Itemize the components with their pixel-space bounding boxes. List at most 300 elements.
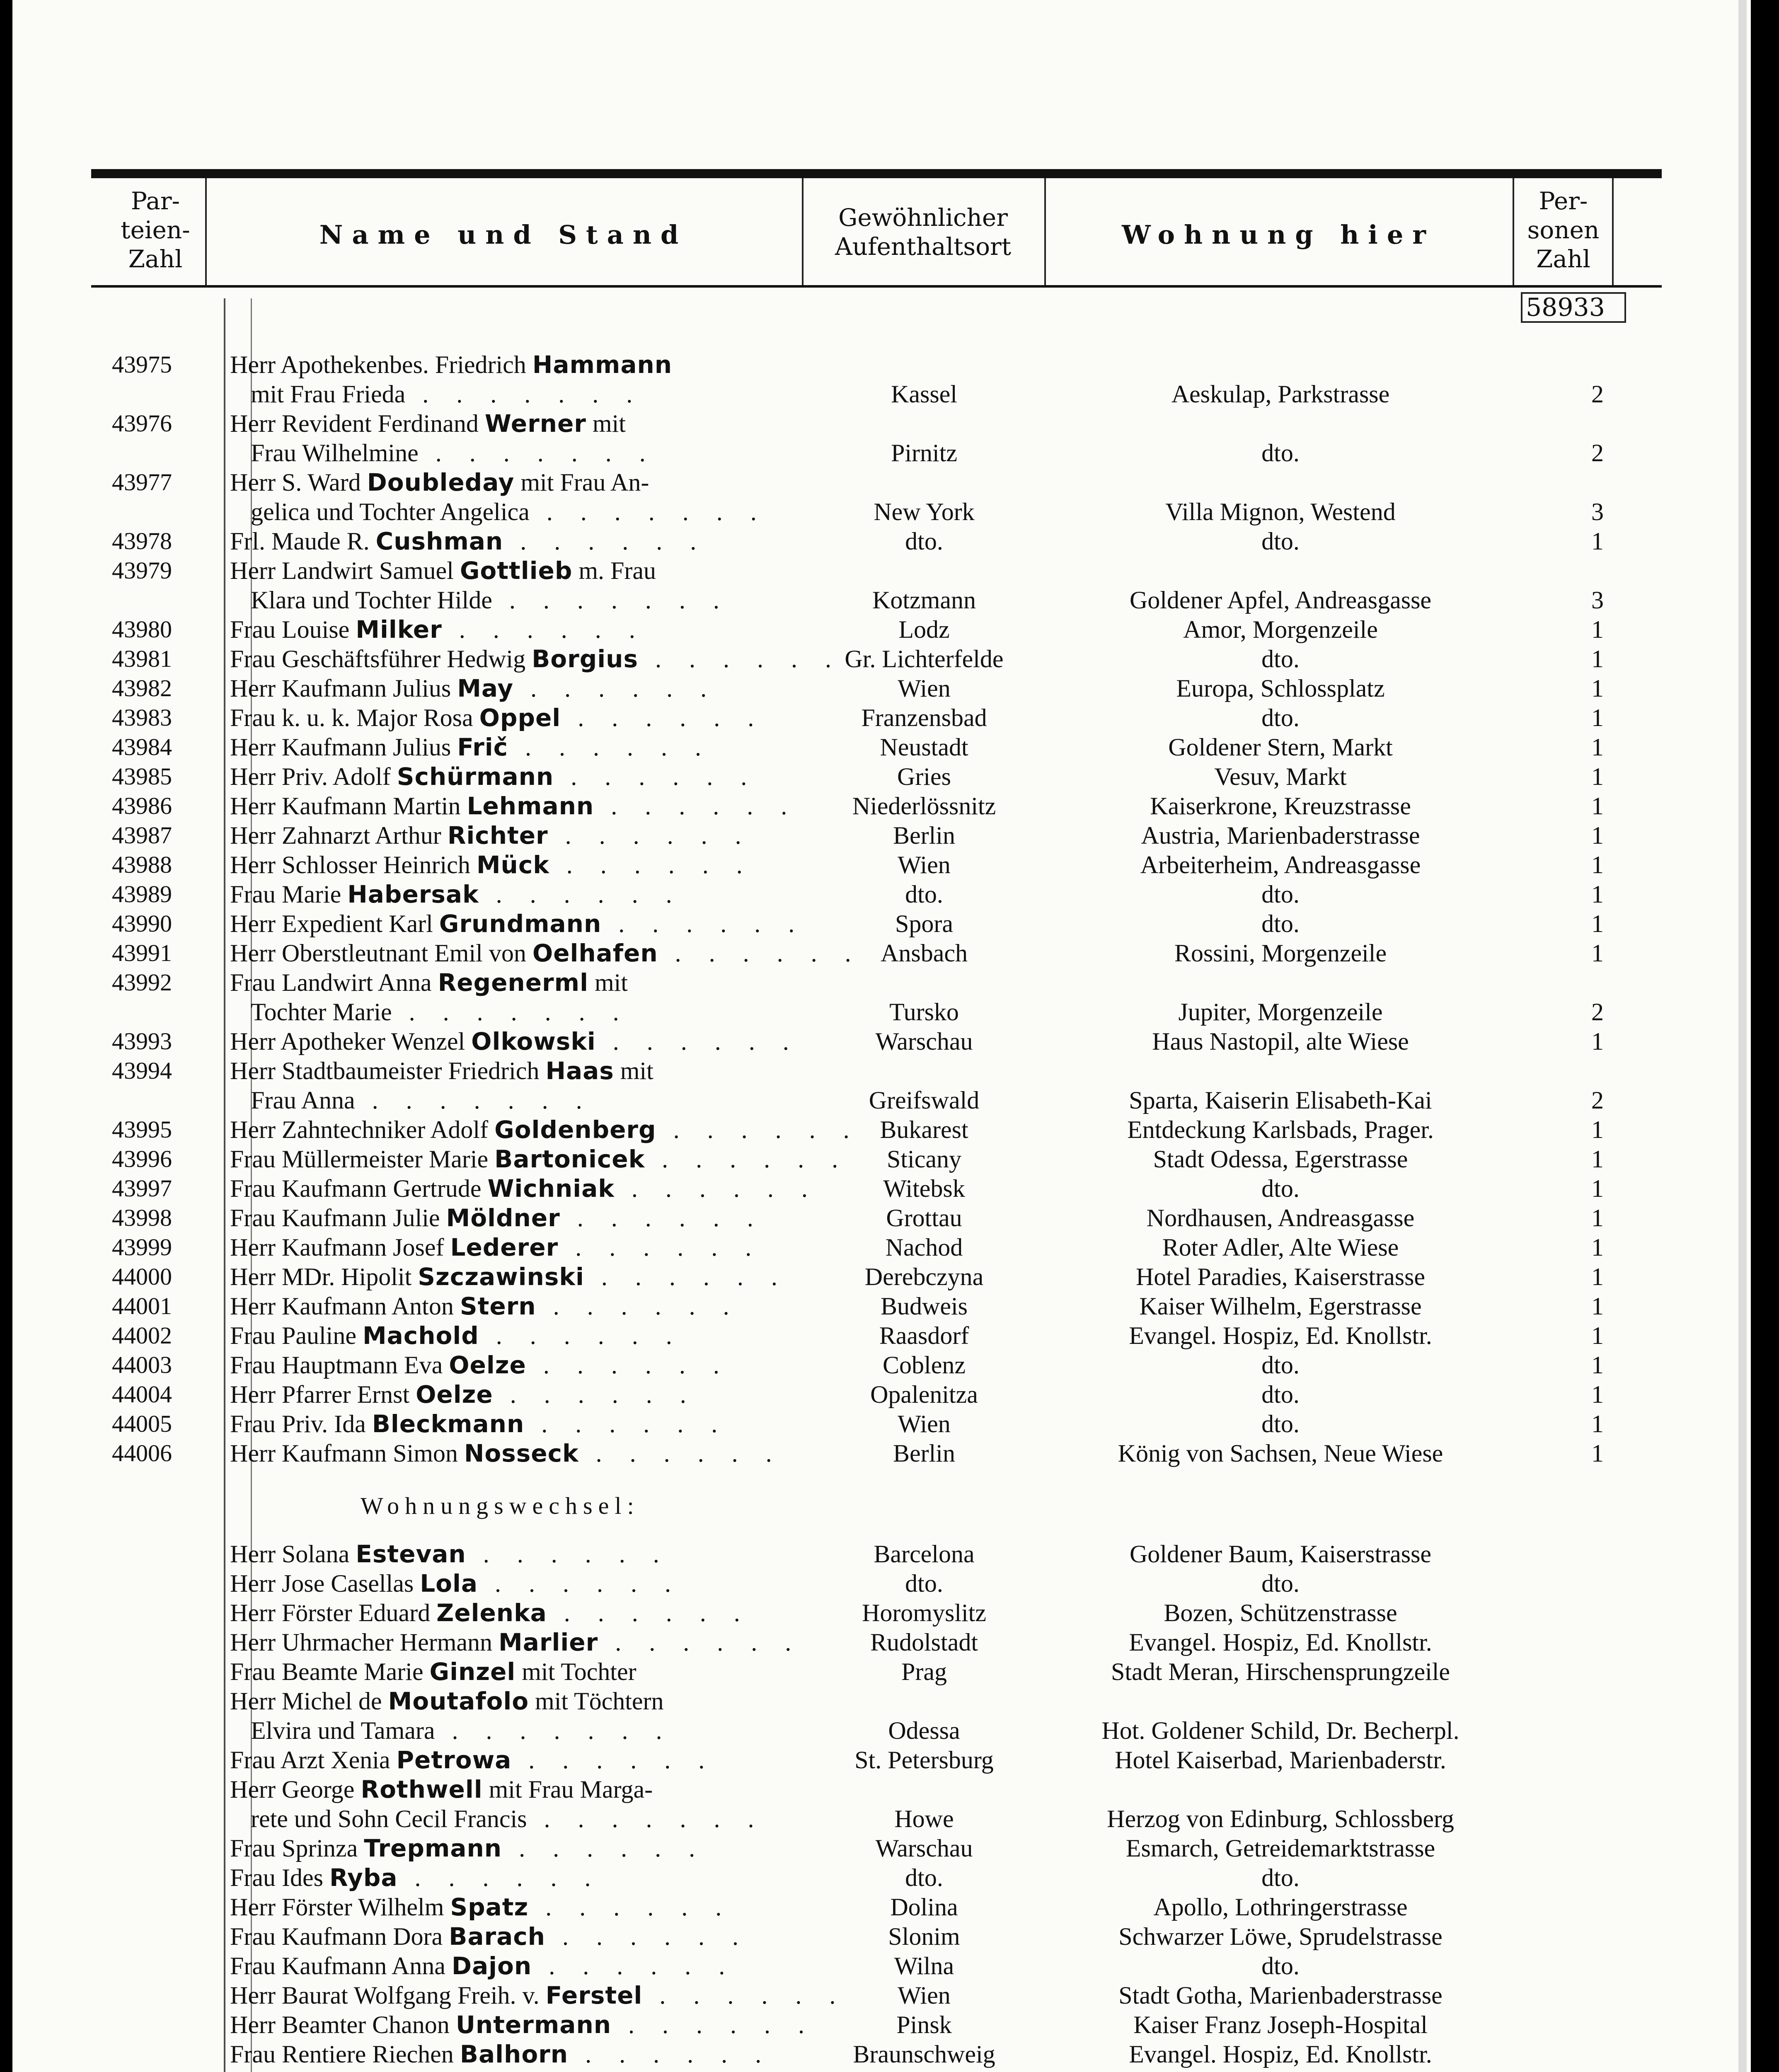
- name-prefix: Herr Förster Eduard: [230, 1599, 437, 1627]
- person-count: 1: [1591, 1175, 1604, 1202]
- surname: Richter: [447, 821, 548, 850]
- person-name-continuation: [230, 438, 823, 467]
- party-number: 44002: [112, 1322, 172, 1349]
- name-prefix: Frau Rentiere Riechen: [230, 2041, 460, 2068]
- person-name-continuation: [230, 380, 823, 409]
- person-name-line: [230, 1687, 802, 1716]
- person-count: 1: [1591, 1351, 1604, 1379]
- person-count: 1: [1591, 851, 1604, 879]
- surname: Oppel: [479, 704, 561, 732]
- residence-here: Nordhausen, Andreasgasse: [1146, 1204, 1415, 1232]
- leader-dots: . . . . . . .: [492, 586, 730, 614]
- person-name-line: [230, 2040, 802, 2069]
- surname: Goldenberg: [494, 1116, 656, 1144]
- name-suffix: mit: [586, 410, 626, 437]
- person-name-line: [230, 968, 802, 997]
- header-name-and-status: Name und Stand: [319, 220, 688, 250]
- name-suffix: mit Frau Marga-: [482, 1776, 653, 1803]
- usual-residence: Wilna: [894, 1952, 954, 1980]
- surname: Borgius: [532, 645, 638, 673]
- leader-dots: . . . . . .: [545, 1923, 749, 1950]
- name-prefix: Frau Pauline: [230, 1322, 363, 1349]
- column-divider: [1044, 178, 1046, 286]
- usual-residence: Prag: [901, 1658, 947, 1685]
- name-suffix: mit Frau An-: [514, 469, 649, 496]
- register-entry: [12, 792, 1751, 821]
- surname: Doubleday: [367, 468, 515, 496]
- register-entry: [12, 1321, 1751, 1351]
- name-prefix: Herr Schlosser Heinrich: [230, 851, 477, 879]
- name-prefix: Frau Ides: [230, 1864, 329, 1891]
- leader-dots: . . . . . .: [642, 1982, 847, 2009]
- name-suffix: mit: [614, 1057, 654, 1084]
- surname: Stern: [460, 1292, 536, 1320]
- surname: Petrowa: [396, 1746, 512, 1774]
- change-of-address-entry: [12, 1539, 1751, 1569]
- person-name-line: [230, 939, 862, 968]
- page-edge: [1738, 0, 1747, 2072]
- column-divider: [205, 178, 207, 286]
- name-prefix: Herr Apotheker Wenzel: [230, 1028, 472, 1055]
- residence-here: dto.: [1261, 528, 1300, 555]
- name-continuation-text: rete und Sohn Cecil Francis: [251, 1805, 527, 1832]
- name-prefix: Frau Kaufmann Anna: [230, 1952, 452, 1980]
- leader-dots: . . . . . .: [561, 704, 765, 731]
- usual-residence: Witebsk: [883, 1175, 965, 1202]
- register-entry: [12, 939, 1751, 968]
- surname: Regenerml: [438, 968, 588, 997]
- leader-dots: . . . . . .: [548, 822, 752, 849]
- register-entry: [12, 1380, 1751, 1409]
- person-name-line: [230, 1145, 849, 1174]
- surname: Frič: [457, 733, 508, 761]
- person-name-line: [230, 1262, 802, 1291]
- top-rule: [91, 169, 1662, 178]
- residence-here: Haus Nastopil, alte Wiese: [1152, 1028, 1409, 1055]
- leader-dots: . . . . . .: [611, 2011, 816, 2038]
- party-number: 43998: [112, 1204, 172, 1231]
- leader-dots: . . . . . .: [532, 1952, 736, 1980]
- name-prefix: Herr Zahntechniker Adolf: [230, 1116, 495, 1143]
- person-name-continuation: [230, 997, 823, 1026]
- surname: Werner: [484, 409, 586, 438]
- person-name-line: [230, 468, 802, 497]
- name-prefix: Herr Apothekenbes. Friedrich: [230, 351, 532, 378]
- person-count: 1: [1591, 1293, 1604, 1320]
- register-entry: [12, 880, 1751, 909]
- change-of-address-entry: [12, 1922, 1751, 1951]
- person-count: 1: [1591, 528, 1604, 555]
- name-prefix: Herr Zahnarzt Arthur: [230, 822, 448, 849]
- leader-dots: . . . . . .: [598, 1629, 802, 1656]
- person-name-line: [230, 1893, 802, 1922]
- person-count: 1: [1591, 1440, 1604, 1467]
- register-entry: [12, 1203, 1751, 1233]
- name-prefix: Herr Solana: [230, 1540, 356, 1568]
- change-of-address-entry: [12, 1863, 1751, 1893]
- usual-residence: Grottau: [886, 1204, 962, 1232]
- register-entry: [12, 968, 1751, 1027]
- leader-dots: . . . . . .: [558, 1234, 762, 1261]
- residence-here: Villa Mignon, Westend: [1165, 498, 1396, 525]
- name-prefix: Herr Kaufmann Julius: [230, 733, 457, 761]
- person-name-continuation: [230, 1804, 823, 1833]
- party-number: 43993: [112, 1028, 172, 1055]
- residence-here: dto.: [1261, 1175, 1300, 1202]
- change-of-address-entry: [12, 1775, 1751, 1834]
- person-name-line: [230, 1439, 802, 1468]
- leader-dots: . . . . . .: [594, 792, 798, 820]
- person-count: 1: [1591, 616, 1604, 643]
- change-of-address-entry: [12, 1598, 1751, 1628]
- person-count: 1: [1591, 1028, 1604, 1055]
- usual-residence: Raasdorf: [879, 1322, 969, 1349]
- person-count: 1: [1591, 1116, 1604, 1143]
- register-entry: [12, 556, 1751, 615]
- usual-residence: dto.: [905, 528, 943, 555]
- name-prefix: Herr Oberstleutnant Emil von: [230, 939, 532, 967]
- residence-here: Entdeckung Karlsbads, Prager.: [1127, 1116, 1434, 1143]
- party-number: 43992: [112, 969, 172, 996]
- party-number: 43977: [112, 469, 172, 496]
- register-entry: [12, 1027, 1751, 1056]
- name-prefix: Herr Kaufmann Anton: [230, 1293, 460, 1320]
- residence-here: Rossini, Morgenzeile: [1174, 939, 1387, 967]
- surname: Mück: [476, 851, 549, 879]
- leader-dots: . . . . . . .: [435, 1717, 673, 1744]
- person-name-line: [230, 1115, 860, 1144]
- usual-residence: Nachod: [885, 1234, 963, 1261]
- person-name-line: [230, 1380, 802, 1409]
- party-number: 43991: [112, 939, 172, 966]
- leader-dots: . . . . . .: [584, 1263, 788, 1290]
- residence-here: Evangel. Hospiz, Ed. Knollstr.: [1129, 1322, 1432, 1349]
- usual-residence: Kassel: [891, 380, 957, 408]
- name-continuation-text: mit Frau Frieda: [251, 380, 406, 408]
- surname: Oelhafen: [532, 939, 658, 967]
- usual-residence: dto.: [905, 1864, 943, 1891]
- person-count: 1: [1591, 704, 1604, 731]
- leader-dots: . . . . . . .: [418, 439, 656, 467]
- usual-residence: Opalenitza: [870, 1381, 978, 1408]
- person-count: 1: [1591, 1204, 1604, 1232]
- person-name-line: [230, 674, 802, 703]
- name-prefix: Herr Landwirt Samuel: [230, 557, 460, 584]
- residence-here: Jupiter, Morgenzeile: [1178, 998, 1383, 1026]
- surname: Ryba: [329, 1864, 398, 1892]
- surname: Gottlieb: [460, 557, 573, 585]
- name-prefix: Frau Sprinza: [230, 1835, 364, 1862]
- surname: Milker: [356, 615, 442, 644]
- register-page: [12, 0, 1751, 2072]
- surname: Bartonicek: [494, 1145, 645, 1173]
- person-name-line: [230, 1233, 802, 1262]
- person-name-line: [230, 527, 802, 556]
- leader-dots: . . . . . .: [502, 1835, 706, 1862]
- name-suffix: m. Frau: [572, 557, 656, 584]
- change-of-address-entry: [12, 2010, 1751, 2040]
- surname: Wichniak: [487, 1174, 615, 1203]
- name-prefix: Herr S. Ward: [230, 469, 367, 496]
- name-prefix: Herr Expedient Karl: [230, 910, 439, 937]
- person-count: 1: [1591, 1410, 1604, 1438]
- party-number: 43976: [112, 410, 172, 437]
- person-name-line: [230, 733, 802, 762]
- leader-dots: . . . . . .: [560, 1204, 764, 1232]
- person-name-line: [230, 1321, 802, 1350]
- party-number: 43983: [112, 704, 172, 731]
- residence-here: Kaiser Franz Joseph-Hospital: [1133, 2011, 1428, 2038]
- register-entry: [12, 1174, 1751, 1203]
- surname: Nosseck: [464, 1439, 579, 1467]
- person-name-line: [230, 1657, 802, 1686]
- party-number: 44000: [112, 1263, 172, 1290]
- surname: Grundmann: [439, 910, 602, 938]
- usual-residence: Neustadt: [880, 733, 968, 761]
- residence-here: dto.: [1261, 1351, 1300, 1379]
- usual-residence: Dolina: [890, 1893, 958, 1921]
- usual-residence: Warschau: [875, 1835, 973, 1862]
- register-entry: [12, 350, 1751, 409]
- name-prefix: Herr Michel de: [230, 1687, 388, 1715]
- party-number: 43988: [112, 851, 172, 878]
- residence-here: Apollo, Lothringerstrasse: [1153, 1893, 1408, 1921]
- leader-dots: . . . . . .: [601, 910, 806, 937]
- leader-dots: . . . . . .: [503, 528, 707, 555]
- change-of-address-entry: [12, 1657, 1751, 1687]
- surname: Oelze: [449, 1351, 526, 1379]
- register-entry: [12, 674, 1751, 703]
- header-party-count: Par- teien- Zahl: [121, 187, 190, 273]
- surname: Habersak: [347, 880, 479, 908]
- party-number: 43986: [112, 792, 172, 819]
- leader-dots: . . . . . .: [645, 1145, 849, 1173]
- leader-dots: . . . . . .: [536, 1293, 740, 1320]
- usual-residence: Bukarest: [880, 1116, 968, 1143]
- name-prefix: Frau Marie: [230, 881, 348, 908]
- usual-residence: Barcelona: [874, 1540, 975, 1568]
- register-entry: [12, 615, 1751, 644]
- leader-dots: . . . . . .: [614, 1175, 818, 1202]
- person-name-line: [230, 1027, 802, 1056]
- surname: Ginzel: [429, 1658, 516, 1686]
- usual-residence: Pinsk: [896, 2011, 952, 2038]
- leader-dots: . . . . . .: [397, 1864, 602, 1891]
- residence-here: dto.: [1261, 1570, 1300, 1597]
- person-count: 2: [1591, 998, 1604, 1026]
- surname: Machold: [362, 1322, 479, 1350]
- header-usual-residence: Gewöhnlicher Aufenthaltsort: [835, 203, 1012, 261]
- usual-residence: Berlin: [893, 822, 955, 849]
- usual-residence: Gries: [897, 763, 951, 790]
- residence-here: Goldener Apfel, Andreasgasse: [1129, 586, 1432, 614]
- person-name-line: [230, 409, 802, 438]
- residence-here: Vesuv, Markt: [1214, 763, 1347, 790]
- person-name-line: [230, 762, 802, 791]
- residence-here: Sparta, Kaiserin Elisabeth-Kai: [1129, 1087, 1432, 1114]
- change-of-address-entry: [12, 2040, 1751, 2069]
- name-prefix: Herr MDr. Hipolit: [230, 1263, 418, 1290]
- person-count: 1: [1591, 1263, 1604, 1290]
- surname: Estevan: [356, 1540, 466, 1568]
- name-prefix: Frau Priv. Ida: [230, 1410, 372, 1438]
- header-person-count: Per- sonen Zahl: [1527, 187, 1600, 273]
- person-count: 2: [1591, 439, 1604, 467]
- usual-residence: Spora: [895, 910, 953, 937]
- leader-dots: . . . . . .: [547, 1599, 751, 1627]
- register-entry: [12, 850, 1751, 880]
- party-number: 43975: [112, 351, 172, 378]
- usual-residence: Ansbach: [881, 939, 968, 967]
- usual-residence: Tursko: [889, 998, 959, 1026]
- usual-residence: Berlin: [893, 1440, 955, 1467]
- person-name-line: [230, 880, 802, 909]
- residence-here: Schwarzer Löwe, Sprudelstrasse: [1118, 1923, 1443, 1950]
- change-of-address-entry: [12, 1687, 1751, 1745]
- name-prefix: Frau k. u. k. Major Rosa: [230, 704, 479, 731]
- register-entry: [12, 1233, 1751, 1262]
- residence-here: dto.: [1261, 1410, 1300, 1438]
- party-number: 43990: [112, 910, 172, 937]
- register-entry: [12, 1262, 1751, 1292]
- party-number: 43997: [112, 1175, 172, 1202]
- surname: Moutafolo: [388, 1687, 529, 1715]
- person-count: 1: [1591, 881, 1604, 908]
- person-count: 1: [1591, 1322, 1604, 1349]
- leader-dots: . . . . . . .: [392, 998, 630, 1026]
- party-number: 43985: [112, 763, 172, 790]
- surname: Balhorn: [460, 2040, 569, 2068]
- surname: Barach: [449, 1922, 545, 1951]
- leader-dots: . . . . . .: [493, 1381, 697, 1408]
- person-name-continuation: [230, 1086, 823, 1115]
- residence-here: Goldener Stern, Markt: [1168, 733, 1393, 761]
- leader-dots: . . . . . .: [442, 616, 646, 643]
- person-name-line: [230, 1628, 802, 1657]
- column-divider: [1612, 178, 1614, 286]
- person-count: 1: [1591, 792, 1604, 820]
- person-name-line: [230, 615, 802, 644]
- register-entry: [12, 821, 1751, 850]
- person-name-line: [230, 1775, 802, 1804]
- party-number: 44001: [112, 1293, 172, 1319]
- residence-here: Hotel Kaiserbad, Marienbaderstr.: [1115, 1746, 1446, 1774]
- leader-dots: . . . . . .: [578, 1440, 783, 1467]
- change-of-address-entry: [12, 1951, 1751, 1981]
- register-entry: [12, 1351, 1751, 1380]
- usual-residence: Wien: [898, 851, 951, 879]
- residence-here: Amor, Morgenzeile: [1183, 616, 1378, 643]
- person-name-line: [230, 1203, 802, 1232]
- name-suffix: mit Tochter: [516, 1658, 637, 1685]
- person-name-line: [230, 850, 802, 879]
- person-name-line: [230, 1863, 802, 1892]
- person-count: 1: [1591, 645, 1604, 673]
- name-prefix: Herr Stadtbaumeister Friedrich: [230, 1057, 546, 1084]
- name-prefix: Herr Jose Casellas: [230, 1570, 420, 1597]
- person-name-line: [230, 1351, 802, 1380]
- residence-here: Bozen, Schützenstrasse: [1164, 1599, 1397, 1627]
- usual-residence: Rudolstadt: [870, 1629, 978, 1656]
- party-number: 43987: [112, 822, 172, 849]
- person-count: 1: [1591, 822, 1604, 849]
- register-entry: [12, 468, 1751, 527]
- register-entry: [12, 1292, 1751, 1321]
- name-prefix: Frau Landwirt Anna: [230, 969, 438, 996]
- surname: Oelze: [416, 1380, 493, 1409]
- residence-here: Stadt Odessa, Egerstrasse: [1153, 1145, 1408, 1173]
- header-residence-here: Wohnung hier: [1122, 220, 1435, 250]
- party-number: 44005: [112, 1410, 172, 1437]
- person-count: 3: [1591, 498, 1604, 525]
- usual-residence: Budweis: [881, 1293, 968, 1320]
- usual-residence: Pirnitz: [891, 439, 957, 467]
- surname: Untermann: [455, 2011, 612, 2039]
- usual-residence: Braunschweig: [853, 2041, 995, 2068]
- party-number: 43999: [112, 1234, 172, 1261]
- leader-dots: . . . . . .: [658, 939, 862, 967]
- surname: Hammann: [532, 351, 673, 379]
- surname: Lehmann: [467, 792, 594, 820]
- usual-residence: Franzensbad: [861, 704, 987, 731]
- usual-residence: dto.: [905, 1570, 943, 1597]
- person-name-continuation: [230, 1716, 823, 1745]
- person-name-continuation: [230, 586, 823, 615]
- surname: Rothwell: [361, 1775, 483, 1803]
- name-prefix: Herr Kaufmann Julius: [230, 675, 457, 702]
- surname: Lederer: [450, 1233, 559, 1261]
- residence-here: dto.: [1261, 1381, 1300, 1408]
- residence-here: König von Sachsen, Neue Wiese: [1118, 1440, 1443, 1467]
- usual-residence: Kotzmann: [872, 586, 976, 614]
- usual-residence: Niederlössnitz: [852, 792, 996, 820]
- leader-dots: . . . . . .: [656, 1116, 860, 1143]
- name-prefix: Herr Kaufmann Josef: [230, 1234, 450, 1261]
- person-name-line: [230, 1745, 802, 1774]
- name-continuation-text: Elvira und Tamara: [251, 1717, 435, 1744]
- register-entry: [12, 1056, 1751, 1115]
- residence-here: Herzog von Edinburg, Schlossberg: [1107, 1805, 1454, 1832]
- party-number: 44004: [112, 1381, 172, 1408]
- change-of-address-entry: [12, 1628, 1751, 1657]
- leader-dots: . . . . . .: [554, 763, 758, 790]
- person-count: 1: [1591, 1145, 1604, 1173]
- residence-here: Stadt Meran, Hirschensprungzeile: [1111, 1658, 1450, 1685]
- party-number: 43979: [112, 557, 172, 584]
- leader-dots: . . . . . . .: [529, 498, 767, 525]
- name-suffix: mit Töchtern: [529, 1687, 664, 1715]
- person-name-line: [230, 556, 802, 585]
- party-number: 43980: [112, 616, 172, 643]
- name-prefix: Herr Beamter Chanon: [230, 2011, 456, 2038]
- party-number: 43978: [112, 528, 172, 554]
- residence-here: Aeskulap, Parkstrasse: [1171, 380, 1390, 408]
- person-name-line: [230, 1539, 802, 1569]
- person-name-line: [230, 1834, 802, 1863]
- usual-residence: Horomyslitz: [862, 1599, 986, 1627]
- person-name-line: [230, 703, 802, 732]
- residence-here: Stadt Gotha, Marienbaderstrasse: [1118, 1982, 1443, 2009]
- leader-dots: . . . . . .: [526, 1351, 730, 1379]
- leader-dots: . . . . . . .: [527, 1805, 765, 1832]
- register-entry: [12, 762, 1751, 792]
- residence-here: dto.: [1261, 704, 1300, 731]
- surname: Schürmann: [397, 762, 554, 791]
- leader-dots: . . . . . .: [549, 851, 753, 879]
- name-continuation-text: Tochter Marie: [251, 998, 392, 1026]
- register-entry: [12, 1115, 1751, 1145]
- name-prefix: Frau Kaufmann Dora: [230, 1923, 449, 1950]
